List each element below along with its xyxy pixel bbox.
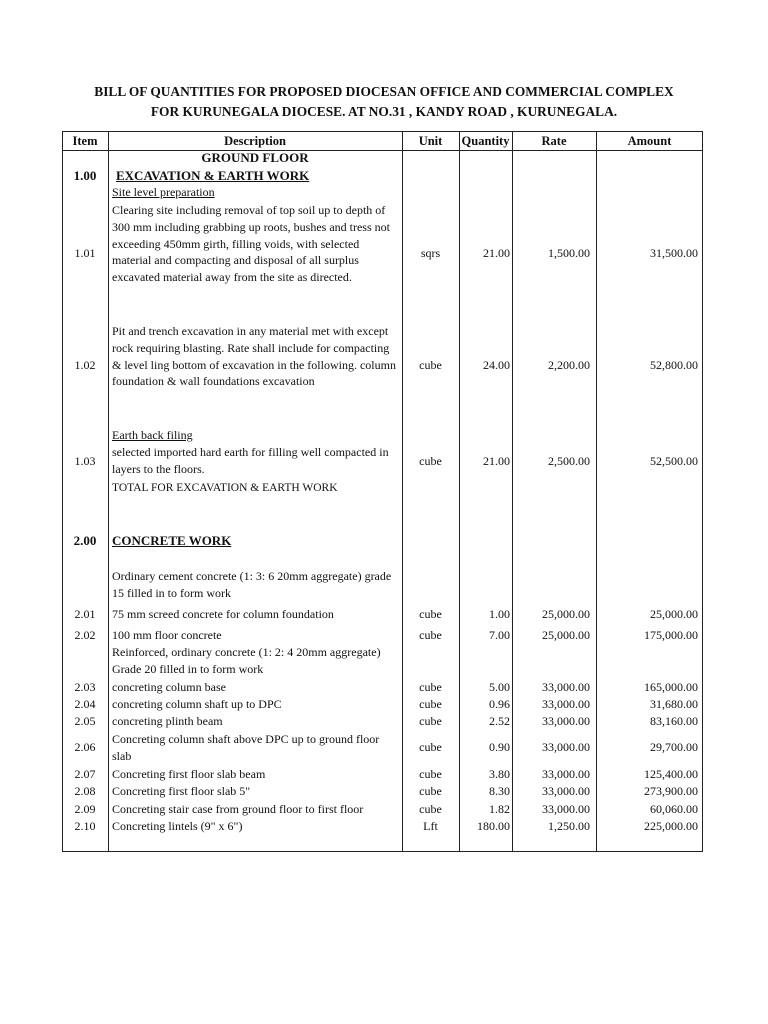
item-unit: cube [419,358,442,372]
item-quantity: 21.00 [483,246,510,260]
item-quantity: 0.90 [489,740,510,754]
document-title-line-2: FOR KURUNEGALA DIOCESE. AT NO.31 , KANDY ROAD , KURUNEGALA. [150,104,618,119]
subheading: Earth back filing [112,428,193,442]
item-rate: 33,000.00 [542,802,590,816]
section-title: CONCRETE WORK [112,533,232,548]
item-description: Concreting first floor slab 5" [112,784,251,798]
item-quantity: 180.00 [477,819,510,833]
item-rate: 33,000.00 [542,680,590,694]
item-quantity: 0.96 [489,697,510,711]
header-description: Description [224,134,286,148]
item-quantity: 5.00 [489,680,510,694]
header-amount: Amount [627,134,672,148]
item-description: concreting plinth beam [112,714,223,728]
item-description: Concreting first floor slab beam [112,767,266,781]
item-amount: 29,700.00 [650,740,698,754]
item-rate: 25,000.00 [542,628,590,642]
item-rate: 33,000.00 [542,740,590,754]
item-amount: 125,400.00 [644,767,698,781]
item-number: 2.02 [74,628,96,642]
header-quantity: Quantity [461,134,510,148]
item-description: Clearing site including removal of top soil up to depth of 300 mm including grabbing up roots, bushes and tress not exceeding 450mm girth, filling voids, with selected material and compacting and disposal of all surplus excavated material away from the site as directed. [112,203,390,285]
item-quantity: 2.52 [489,714,510,728]
item-number: 1.03 [74,454,96,468]
item-rate: 1,250.00 [548,819,590,833]
item-amount: 31,500.00 [650,246,698,260]
item-amount: 60,060.00 [650,802,698,816]
item-unit: cube [419,680,442,694]
section-total-label: TOTAL FOR EXCAVATION & EARTH WORK [112,482,338,494]
item-amount: 52,500.00 [650,454,698,468]
item-amount: 31,680.00 [650,697,698,711]
item-number: 1.02 [74,358,96,372]
item-rate: 1,500.00 [548,246,590,260]
item-unit: cube [419,784,442,798]
item-rate: 2,500.00 [548,454,590,468]
document-title-line-1: BILL OF QUANTITIES FOR PROPOSED DIOCESAN OFFICE AND COMMERCIAL COMPLEX [94,84,674,99]
item-description: Concreting column shaft above DPC up to ground floor slab [112,732,380,763]
item-quantity: 24.00 [483,358,510,372]
item-amount: 165,000.00 [644,680,698,694]
item-amount: 175,000.00 [644,628,698,642]
item-rate: 25,000.00 [542,607,590,621]
item-rate: 2,200.00 [548,358,590,372]
item-description: Concreting lintels (9" x 6") [112,819,243,833]
item-number: 1.01 [74,246,96,260]
item-number: 2.09 [74,802,96,816]
item-description: 75 mm screed concrete for column foundation [112,607,334,621]
item-quantity: 7.00 [489,628,510,642]
item-quantity: 21.00 [483,454,510,468]
item-description: 100 mm floor concrete [112,628,222,642]
item-number: 2.01 [74,607,96,621]
item-quantity: 1.00 [489,607,510,621]
item-number: 2.10 [74,819,96,833]
item-unit: cube [419,454,442,468]
item-unit: cube [419,802,442,816]
item-number: 2.08 [74,784,96,798]
subheading: Site level preparation [112,185,215,199]
item-amount: 273,900.00 [644,784,698,798]
section-title: EXCAVATION & EARTH WORK [116,168,310,183]
column-divider [108,131,109,852]
item-number: 2.07 [74,767,96,781]
item-unit: cube [419,607,442,621]
item-number: 2.04 [74,697,96,711]
item-unit: Lft [423,819,438,833]
header-unit: Unit [418,134,443,148]
item-number: 2.05 [74,714,96,728]
item-rate: 33,000.00 [542,714,590,728]
item-unit: cube [419,697,442,711]
item-quantity: 1.82 [489,802,510,816]
spec-note: Ordinary cement concrete (1: 3: 6 20mm aggregate) grade 15 filled in to form work [112,569,392,600]
item-description: selected imported hard earth for filling well compacted in layers to the floors. [112,445,389,476]
spec-note: Reinforced, ordinary concrete (1: 2: 4 20mm aggregate) Grade 20 filled in to form work [112,645,381,676]
item-description: Pit and trench excavation in any material met with except rock requiring blasting. Rate shall include for compacting & level ling bottom of excavation in the following. column foundation & wall foundations excavation [112,324,396,389]
item-number: 2.03 [74,680,96,694]
item-amount: 83,160.00 [650,714,698,728]
section-number: 1.00 [73,168,97,183]
item-amount: 25,000.00 [650,607,698,621]
item-amount: 52,800.00 [650,358,698,372]
item-rate: 33,000.00 [542,697,590,711]
item-unit: cube [419,714,442,728]
item-unit: cube [419,628,442,642]
item-unit: sqrs [420,246,441,260]
section-number: 2.00 [73,533,97,548]
item-description: Concreting stair case from ground floor to first floor [112,802,364,816]
item-number: 2.06 [74,740,96,754]
header-item: Item [72,134,98,148]
item-quantity: 3.80 [489,767,510,781]
item-unit: cube [419,740,442,754]
item-description: concreting column base [112,680,226,694]
floor-heading: GROUND FLOOR [201,150,309,165]
item-description: concreting column shaft up to DPC [112,697,282,711]
item-rate: 33,000.00 [542,767,590,781]
item-amount: 225,000.00 [644,819,698,833]
item-unit: cube [419,767,442,781]
item-quantity: 8.30 [489,784,510,798]
header-rate: Rate [541,134,567,148]
item-rate: 33,000.00 [542,784,590,798]
